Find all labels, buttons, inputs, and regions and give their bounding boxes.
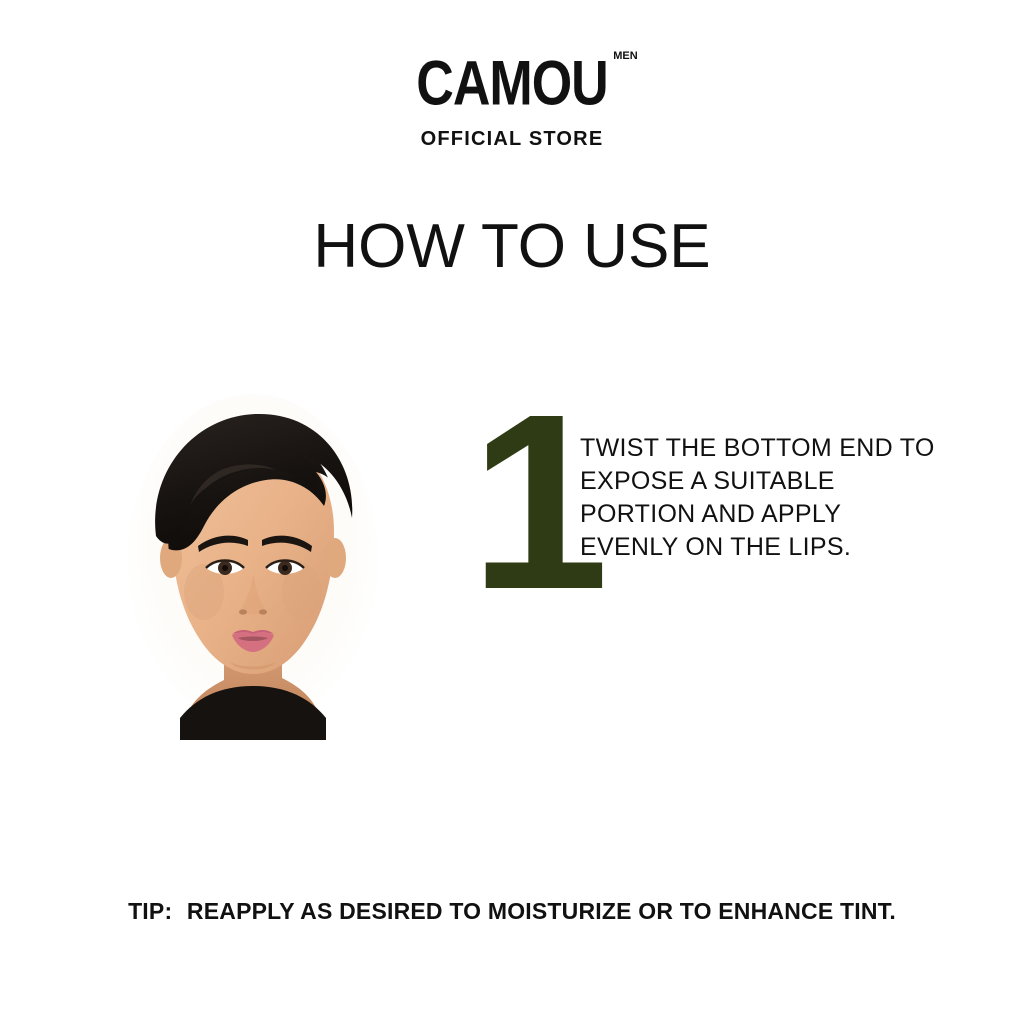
brand-superscript: MEN: [613, 49, 638, 62]
portrait-container: [120, 380, 390, 740]
step-item: [470, 362, 940, 641]
male-model-portrait-face-icon: [120, 380, 390, 740]
tip-label: TIP:: [128, 898, 173, 924]
tip-text: REAPPLY AS DESIRED TO MOISTURIZE OR TO ENHANCE TINT.: [186, 898, 896, 924]
brand-wordmark-text: CAMOU: [416, 48, 608, 120]
brand-block: [0, 48, 1024, 151]
tip-line: [0, 898, 1024, 925]
brand-subtitle: OFFICIAL STORE: [420, 128, 604, 150]
page-title: HOW TO USE: [313, 212, 711, 281]
step-text: TWIST THE BOTTOM END TO EXPOSE A SUITABLE PORTION AND APPLY EVENLY ON THE LIPS.: [580, 434, 935, 561]
step-number: 1: [470, 362, 602, 641]
brand-wordmark: [416, 48, 638, 120]
